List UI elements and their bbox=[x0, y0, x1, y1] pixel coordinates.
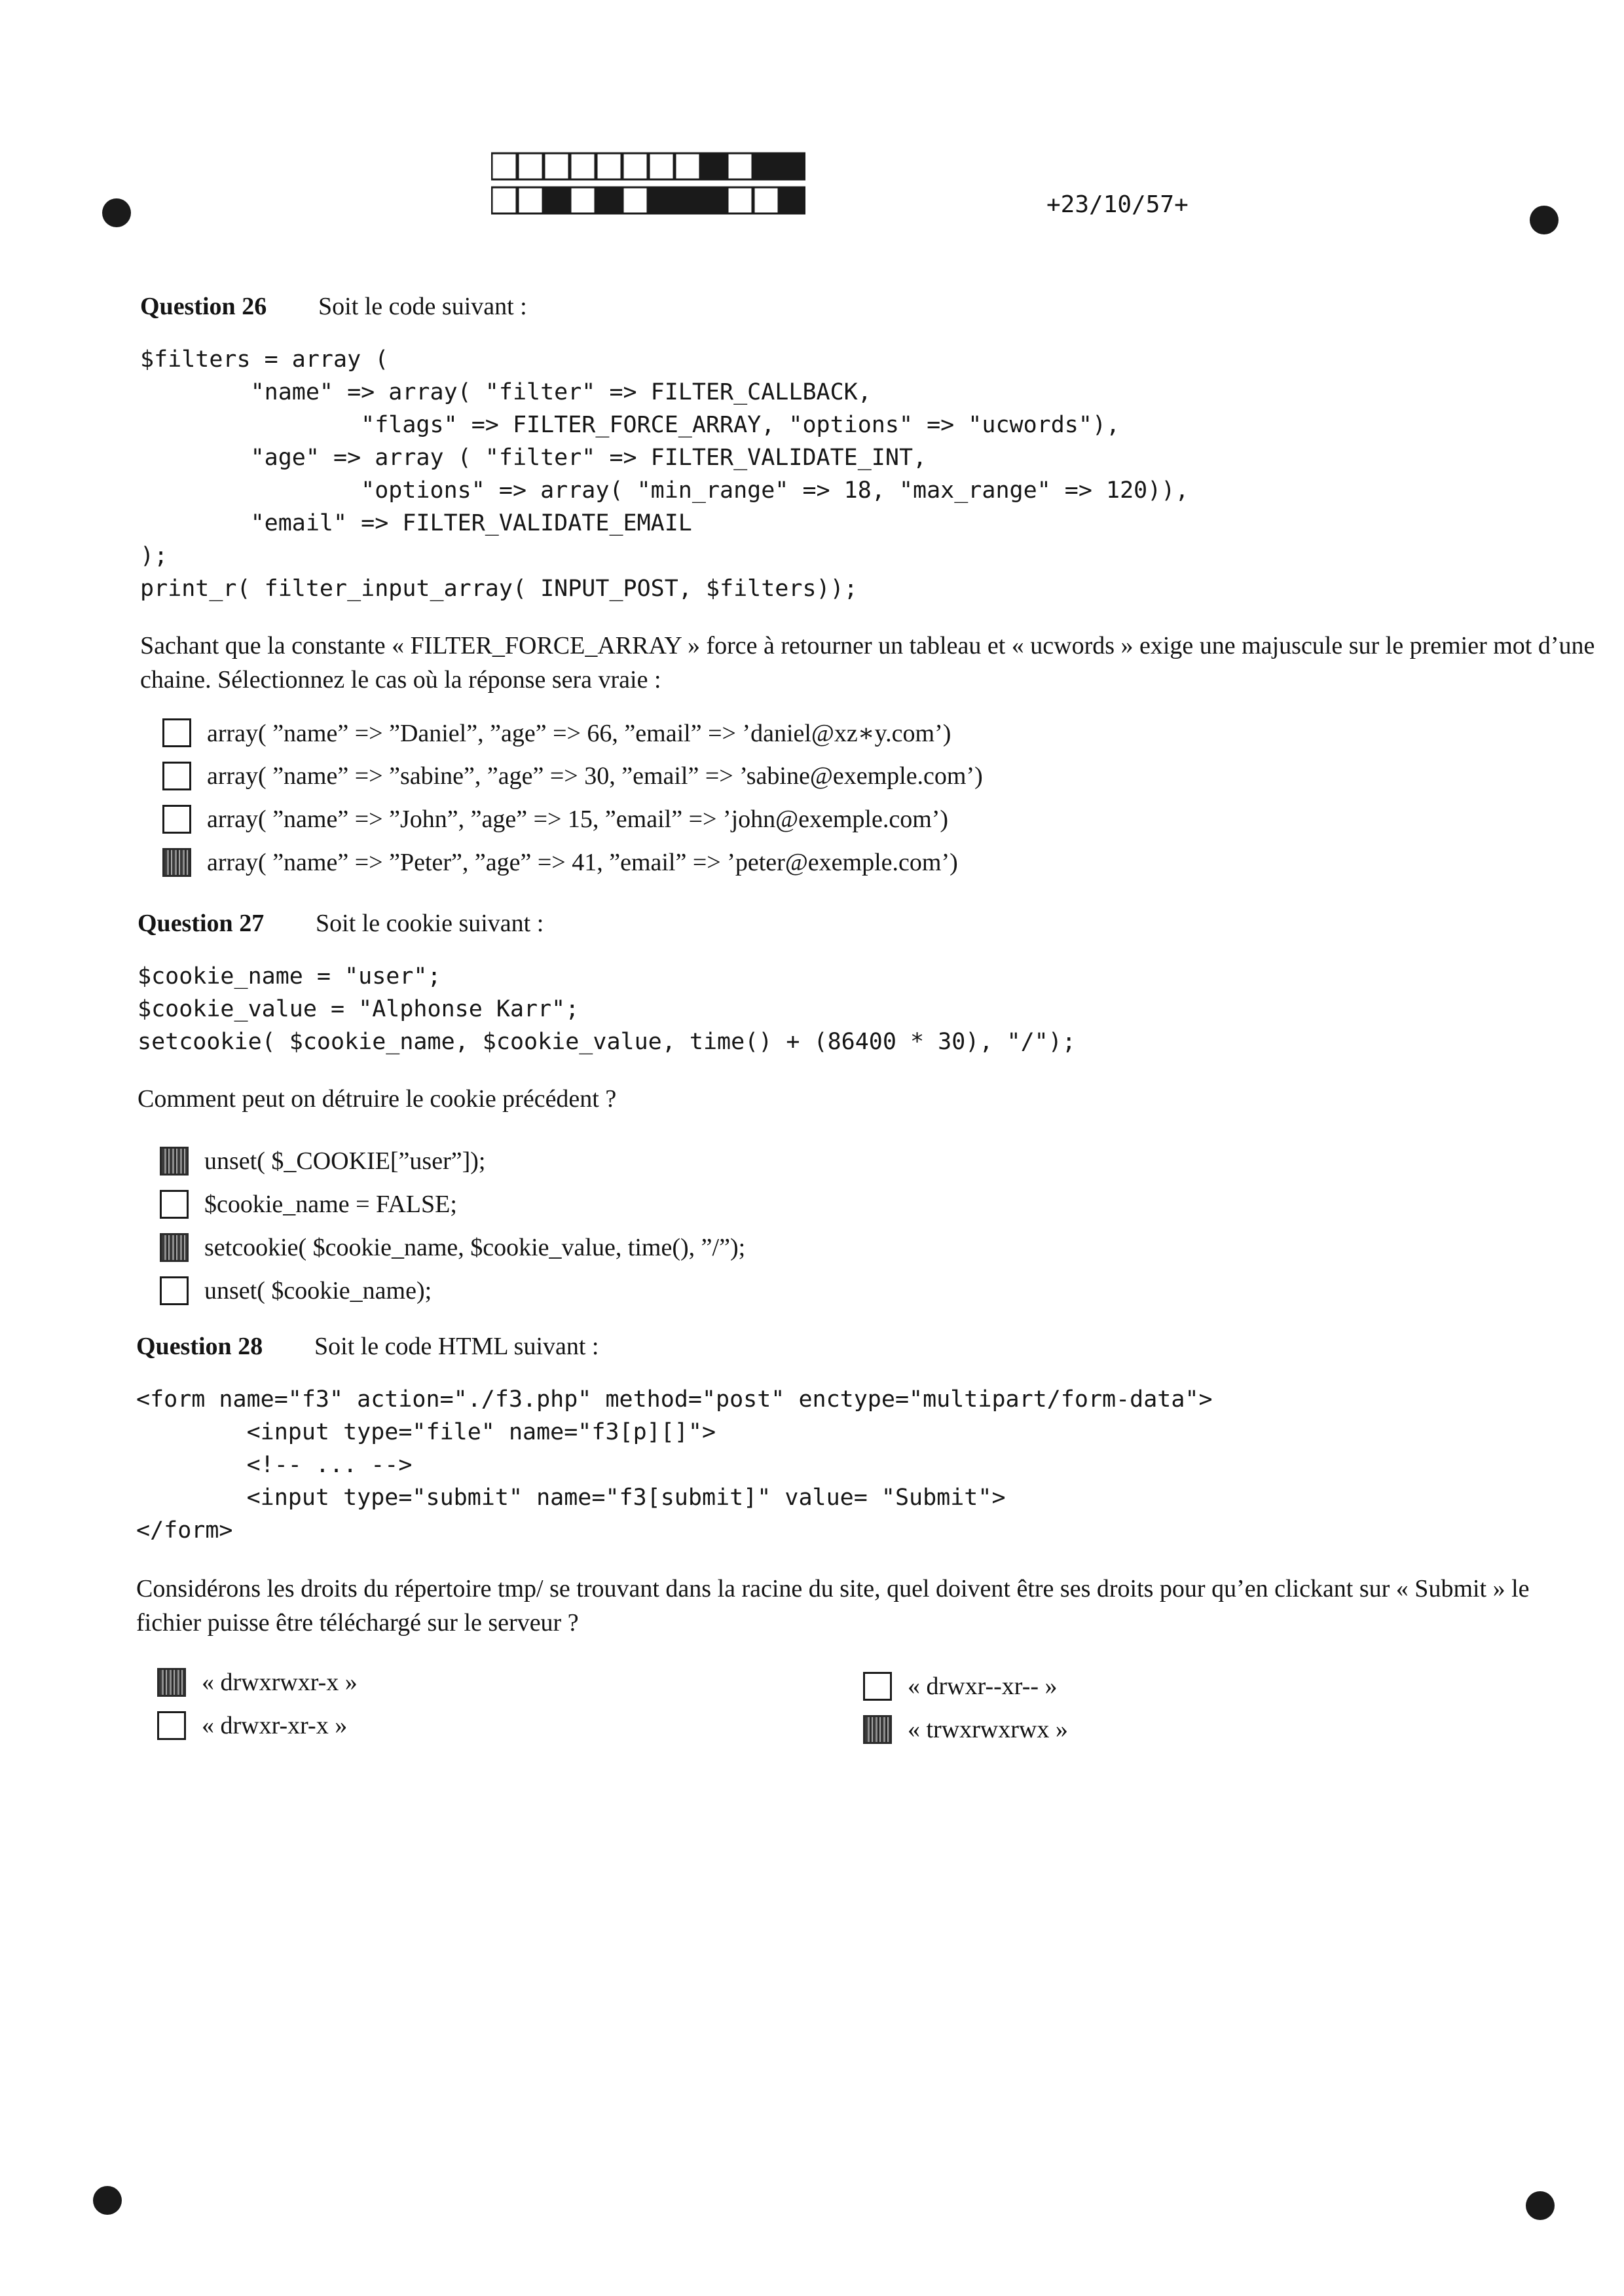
barcode-cell bbox=[623, 187, 648, 213]
question-27-intro: Soit le cookie suivant : bbox=[316, 910, 544, 937]
q26-option-3-checkbox[interactable] bbox=[162, 805, 191, 834]
barcode-cell bbox=[492, 153, 517, 179]
q27-option-2-label: $cookie_name = FALSE; bbox=[204, 1191, 457, 1218]
q27-option-1-label: unset( $_COOKIE[”user”]); bbox=[204, 1147, 486, 1175]
barcode-cell bbox=[675, 187, 700, 213]
q27-option-1-checkbox[interactable] bbox=[160, 1147, 189, 1176]
question-26-label: Question 26 bbox=[140, 293, 267, 320]
registration-mark-top-left bbox=[102, 198, 131, 227]
q26-option-1[interactable] bbox=[162, 714, 951, 752]
q26-option-2-checkbox[interactable] bbox=[162, 762, 191, 790]
barcode-cell bbox=[518, 153, 543, 179]
q26-option-3-label: array( ”name” => ”John”, ”age” => 15, ”email” => ’john@exemple.com’) bbox=[207, 805, 949, 833]
registration-mark-bottom-right bbox=[1526, 2191, 1555, 2220]
barcode-cell bbox=[754, 153, 779, 179]
q28-option-2-label: « drwxr-xr-x » bbox=[202, 1712, 348, 1739]
page-number: +23/10/57+ bbox=[1046, 191, 1189, 218]
question-26-heading bbox=[140, 291, 527, 322]
q28-option-4[interactable] bbox=[863, 1711, 1068, 1749]
q26-option-1-checkbox[interactable] bbox=[162, 718, 191, 747]
q28-option-1-checkbox[interactable] bbox=[157, 1668, 186, 1697]
barcode-cell bbox=[675, 153, 700, 179]
q26-option-4-checkbox[interactable] bbox=[162, 848, 191, 877]
question-28-intro: Soit le code HTML suivant : bbox=[314, 1333, 599, 1360]
barcode-cell bbox=[754, 187, 779, 213]
q27-option-3-label: setcookie( $cookie_name, $cookie_value, time(), ”/”); bbox=[204, 1234, 746, 1261]
question-26-code: $filters = array ( "name" => array( "filter" => FILTER_CALLBACK, "flags" => FILTER_FORCE_ARRAY, "options" => "ucwords"), "age" => array ( "filter" => FILTER_VALIDATE_INT, "options" => array( "min_range" => 18, "max_range" => 120)), "email" => FILTER_VALIDATE_EMAIL ); print_r( filter_input_array( INPUT_POST, $filters)); bbox=[140, 346, 1189, 602]
barcode-cell bbox=[544, 153, 569, 179]
question-28-text: Considérons les droits du répertoire tmp/ se trouvant dans la racine du site, quel doivent être ses droits pour qu’en clickant sur « Submit » le fichier puisse être téléchargé sur le serveur ? bbox=[136, 1575, 1530, 1637]
barcode-cell bbox=[492, 187, 517, 213]
q28-option-4-label: « trwxrwxrwx » bbox=[908, 1716, 1068, 1743]
q27-option-4-checkbox[interactable] bbox=[160, 1276, 189, 1305]
question-27-code: $cookie_name = "user"; $cookie_value = "Alphonse Karr"; setcookie( $cookie_name, $cookie_value, time() + (86400 * 30), "/"); bbox=[138, 963, 1076, 1055]
question-27-heading bbox=[138, 908, 544, 939]
barcode-cell bbox=[728, 187, 752, 213]
page-barcode bbox=[491, 152, 805, 216]
barcode-cell bbox=[570, 153, 595, 179]
q28-option-3-checkbox[interactable] bbox=[863, 1672, 892, 1701]
q28-option-2-checkbox[interactable] bbox=[157, 1711, 186, 1740]
q26-option-3[interactable] bbox=[162, 800, 948, 838]
question-26-text: Sachant que la constante « FILTER_FORCE_ARRAY » force à retourner un tableau et « ucwords » exige une majuscule sur le premier mot d’une chaine. Sélectionnez le cas où la réponse sera vraie : bbox=[140, 632, 1595, 694]
q26-option-4[interactable] bbox=[162, 843, 958, 881]
q28-option-2[interactable] bbox=[157, 1707, 347, 1745]
registration-mark-bottom-left bbox=[93, 2186, 122, 2215]
q27-option-1[interactable] bbox=[160, 1142, 485, 1180]
barcode-cell bbox=[570, 187, 595, 213]
question-26-intro: Soit le code suivant : bbox=[318, 293, 527, 320]
q27-option-3-checkbox[interactable] bbox=[160, 1233, 189, 1262]
question-28-heading bbox=[136, 1331, 599, 1362]
q27-option-4-label: unset( $cookie_name); bbox=[204, 1277, 432, 1305]
question-28-code: <form name="f3" action="./f3.php" method="post" enctype="multipart/form-data"> <input type="file" name="f3[p][]"> <!-- ... --> <input type="submit" name="f3[submit]" value= "Submit"> </form> bbox=[136, 1386, 1213, 1544]
barcode-cell bbox=[649, 153, 674, 179]
q26-option-2[interactable] bbox=[162, 757, 983, 795]
question-27-label: Question 27 bbox=[138, 910, 265, 937]
q27-option-3[interactable] bbox=[160, 1229, 745, 1267]
barcode-cell bbox=[780, 187, 805, 213]
barcode-cell bbox=[623, 153, 648, 179]
barcode-cell bbox=[518, 187, 543, 213]
question-27-text: Comment peut on détruire le cookie précédent ? bbox=[138, 1085, 617, 1113]
barcode-cell bbox=[780, 153, 805, 179]
barcode-cell bbox=[597, 153, 621, 179]
q28-option-3-label: « drwxr--xr-- » bbox=[908, 1673, 1058, 1700]
q26-option-4-label: array( ”name” => ”Peter”, ”age” => 41, ”email” => ’peter@exemple.com’) bbox=[207, 849, 958, 876]
barcode-cell bbox=[597, 187, 621, 213]
barcode-cell bbox=[544, 187, 569, 213]
q28-option-3[interactable] bbox=[863, 1667, 1058, 1705]
q28-option-4-checkbox[interactable] bbox=[863, 1715, 892, 1744]
q27-option-2[interactable] bbox=[160, 1185, 457, 1223]
question-28-label: Question 28 bbox=[136, 1333, 263, 1360]
q26-option-1-label: array( ”name” => ”Daniel”, ”age” => 66, ”email” => ’daniel@xz∗y.com’) bbox=[207, 719, 951, 747]
q28-option-1[interactable] bbox=[157, 1663, 358, 1701]
barcode-cell bbox=[701, 153, 726, 179]
q27-option-2-checkbox[interactable] bbox=[160, 1190, 189, 1219]
barcode-cell bbox=[701, 187, 726, 213]
barcode-cell bbox=[728, 153, 752, 179]
q27-option-4[interactable] bbox=[160, 1272, 432, 1310]
q28-option-1-label: « drwxrwxr-x » bbox=[202, 1669, 358, 1696]
barcode-cell bbox=[649, 187, 674, 213]
q26-option-2-label: array( ”name” => ”sabine”, ”age” => 30, ”email” => ’sabine@exemple.com’) bbox=[207, 762, 983, 790]
registration-mark-top-right bbox=[1530, 206, 1559, 234]
